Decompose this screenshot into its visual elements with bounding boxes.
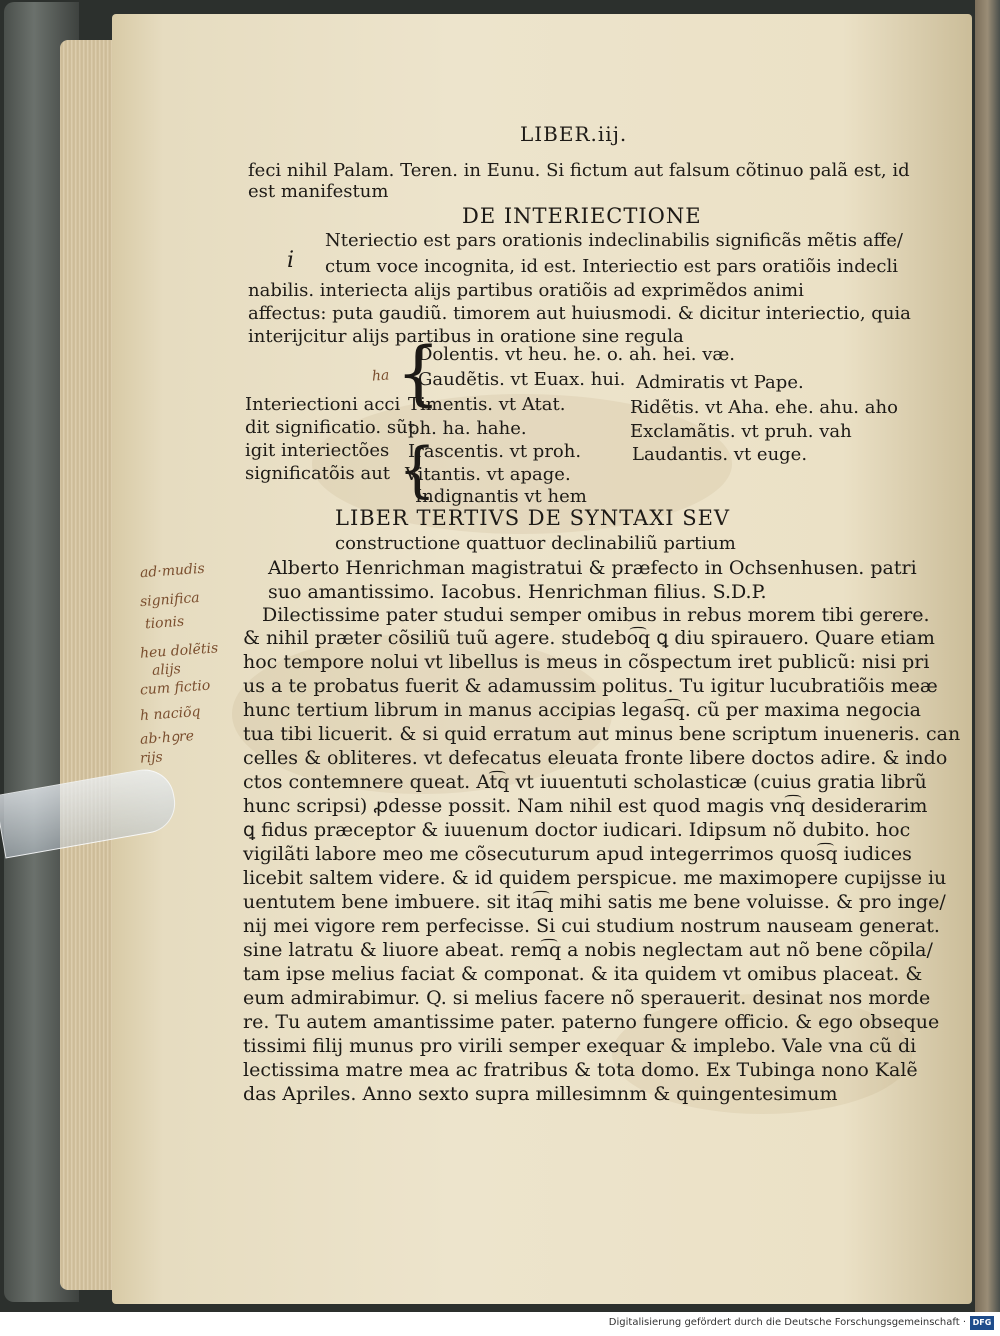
text-line: tissimi filij munus pro virili semper exequar & implebo. Vale vna cũ di	[243, 1035, 917, 1057]
text-line: licebit saltem videre. & id quidem perspicue. me maximopere cupijsse iu	[243, 867, 947, 889]
text-line: us a te probatus fuerit & adamussim politus. Tu igitur lucubratiõis meæ	[243, 675, 938, 697]
text-line: das Apriles. Anno sexto supra millesimnm & quingentesimum	[243, 1083, 838, 1105]
brace-bottom: {	[398, 435, 437, 505]
margin-note: h naciõq	[139, 703, 202, 725]
text-line: celles & obliteres. vt defecatus eleuata fronte libere doctos adire. & indo	[243, 747, 948, 769]
table-middle-item: ph. ha. hahe.	[408, 418, 527, 439]
book-cover-right	[975, 0, 1000, 1312]
table-middle-item: Vitantis. vt apage.	[405, 464, 571, 485]
table-left-label: igit interiectões	[245, 440, 390, 461]
page-edges	[60, 40, 120, 1290]
margin-note: tionis	[144, 613, 185, 633]
table-right-item: Laudantis. vt euge.	[632, 444, 808, 465]
table-right-item: Exclamãtis. vt pruh. vah	[630, 421, 852, 442]
table-left-label: significatõis aut	[245, 463, 391, 484]
dedication-line: Alberto Henrichman magistratui & præfecto in Ochsenhusen. patri	[268, 557, 917, 579]
table-middle-item: Dolentis. vt heu. he. o. ah. hei. væ.	[418, 344, 736, 365]
margin-mark: ha	[371, 367, 390, 385]
text-line: est manifestum	[248, 181, 389, 202]
margin-note: rijs	[139, 749, 164, 767]
text-line: ctos contemnere queat. At͡q vt iuuentuti scholasticæ (cuius gratia librũ	[243, 771, 927, 793]
text-line: interijcitur alijs partibus in oratione sine regula	[248, 326, 684, 347]
text-line: Dilectissime pater studui semper omibus in rebus morem tibi gerere.	[262, 604, 930, 626]
text-line: Nteriectio est pars orationis indeclinabilis significãs mẽtis affe/	[325, 230, 903, 251]
table-middle-item: Irascentis. vt proh.	[408, 441, 582, 462]
text-line: feci nihil Palam. Teren. in Eunu. Si fictum aut falsum cõtinuo palã est, id	[248, 160, 910, 181]
text-line: nabilis. interiecta alijs partibus oratiõis ad exprimẽdos animi	[248, 280, 804, 301]
text-line: uentutem bene imbuere. sit ita͡q mihi satis me bene voluisse. & pro inge/	[243, 891, 946, 913]
text-line: sine latratu & liuore abeat. rem͡q a nobis neglectam aut nõ bene cõpila/	[243, 939, 933, 961]
margin-note: significa	[139, 589, 201, 611]
footer-bar	[0, 1312, 1000, 1336]
text-line: tua tibi licuerit. & si quid erratum aut minus bene scriptum inueneris. can	[243, 723, 961, 745]
brace-top: {	[396, 332, 441, 414]
margin-note: alijs	[151, 661, 182, 679]
running-title: LIBER.iij.	[520, 122, 628, 146]
table-right-item: Ridẽtis. vt Aha. ehe. ahu. aho	[630, 397, 898, 418]
section-title: DE INTERIECTIONE	[462, 204, 702, 228]
text-line: hunc tertium librum in manus accipias legas͡q. cũ per maxima negocia	[243, 699, 921, 721]
margin-note: heu dolẽtis	[139, 640, 219, 662]
initial-mark: i	[287, 248, 295, 273]
text-line: eum admirabimur. Q. si melius facere nõ sperauerit. desinat nos morde	[243, 987, 931, 1009]
text-line: vigilãti labore meo me cõsecuturum apud integerrimos quos͡q iudices	[243, 843, 912, 865]
table-middle-item: Indignantis vt hem	[415, 486, 587, 507]
margin-note: ad·mudis	[139, 560, 206, 582]
margin-note: ab·hꝯre	[139, 728, 195, 748]
text-line: ꝗ fidus præceptor & iuuenum doctor iudicari. Idipsum nõ dubito. hoc	[243, 819, 911, 841]
text-line: hoc tempore nolui vt libellus is meus in cõspectum iret publicũ: nisi pri	[243, 651, 930, 673]
table-right-item: Admiratis vt Pape.	[636, 372, 804, 393]
book-subtitle: constructione quattuor declinabiliũ partium	[335, 533, 736, 554]
book-title: LIBER TERTIVS DE SYNTAXI SEV	[335, 506, 731, 530]
text-line: affectus: puta gaudiũ. timorem aut huiusmodi. & dicitur interiectio, quia	[248, 303, 911, 324]
text-line: lectissima matre mea ac fratribus & tota domo. Ex Tubinga nono Kalẽ	[243, 1059, 918, 1081]
table-left-label: Interiectioni acci	[245, 394, 401, 415]
dfg-logo: DFG	[970, 1316, 994, 1330]
table-middle-item: Gaudẽtis. vt Euax. hui.	[418, 369, 626, 390]
table-middle-item: Timentis. vt Atat.	[408, 394, 566, 415]
text-line: hunc scripsi) ꝓdesse possit. Nam nihil est quod magis vn͡q desiderarim	[243, 795, 928, 817]
footer-credit: Digitalisierung gefördert durch die Deutsche Forschungsgemeinschaft ·	[608, 1317, 966, 1328]
text-line: tam ipse melius faciat & componat. & ita quidem vt omibus placeat. &	[243, 963, 923, 985]
text-line: ctum voce incognita, id est. Interiectio est pars oratiõis indecli	[325, 256, 899, 277]
text-line: re. Tu autem amantissime pater. paterno fungere officio. & ego obseque	[243, 1011, 940, 1033]
text-line: nij mei vigore rem perfecisse. Si cui studium nostrum nauseam generat.	[243, 915, 940, 937]
dedication-line: suo amantissimo. Iacobus. Henrichman filius. S.D.P.	[268, 581, 767, 603]
text-line: & nihil præter cõsiliũ tuũ agere. studebo͡q ꝗ diu spirauero. Quare etiam	[243, 627, 935, 649]
table-left-label: dit significatio. sũt	[245, 417, 415, 438]
margin-note: cum fictio	[139, 677, 211, 699]
